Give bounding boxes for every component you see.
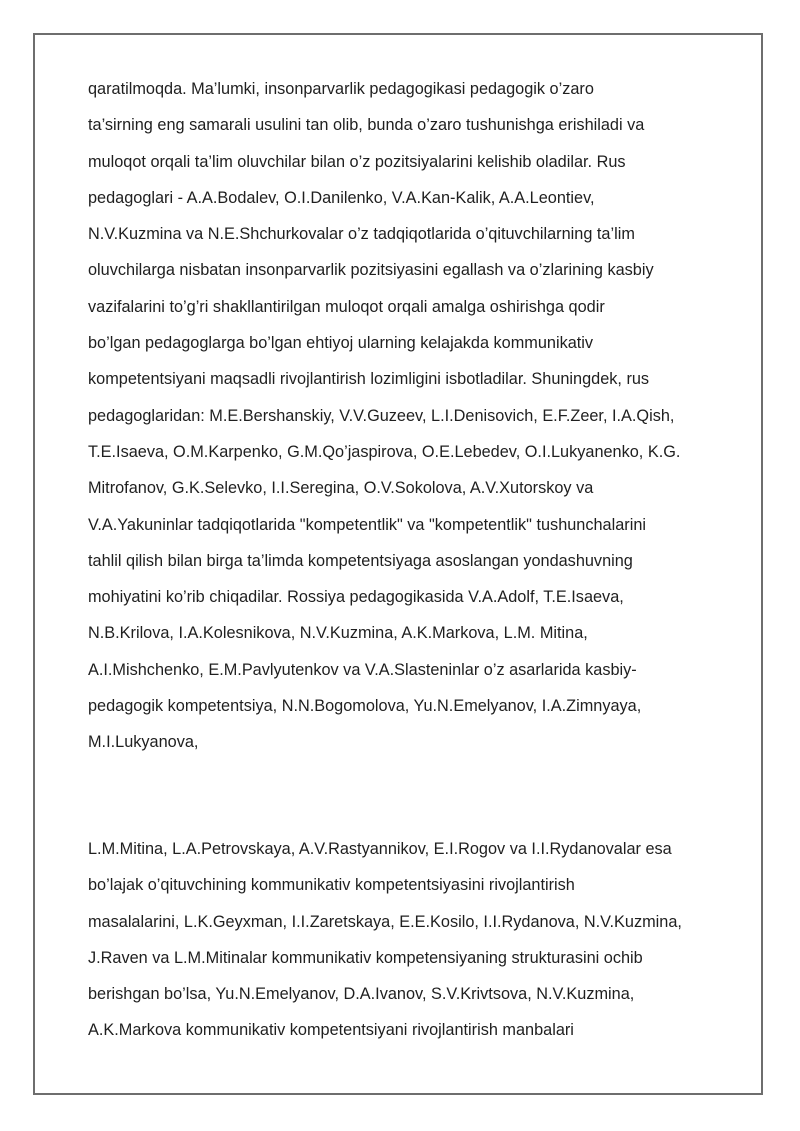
text-line: M.I.Lukyanova, — [88, 733, 199, 752]
text-line: pedagoglaridan: M.E.Bershanskiy, V.V.Guzeev, L.I.Denisovich, E.F.Zeer, I.A.Qish, — [88, 406, 675, 425]
text-line: bo’lgan pedagoglarga bo’lgan ehtiyoj ularning kelajakda kommunikativ — [88, 334, 594, 353]
text-line: kompetentsiyani maqsadli rivojlantirish lozimligini isbotladilar. Shuningdek, rus — [88, 370, 650, 389]
text-line: Mitrofanov, G.K.Selevko, I.I.Seregina, O.V.Sokolova, A.V.Xutorskoy va — [88, 479, 594, 498]
text-line: N.V.Kuzmina va N.E.Shchurkovalar o’z tadqiqotlarida o’qituvchilarning ta’lim — [88, 225, 635, 244]
text-line: ta’sirning eng samarali usulini tan olib, bunda o’zaro tushunishga erishiladi va — [88, 116, 645, 135]
text-line: T.E.Isaeva, O.M.Karpenko, G.M.Qo’jaspirova, O.E.Lebedev, O.I.Lukyanenko, K.G. — [88, 442, 681, 461]
text-line: A.K.Markova kommunikativ kompetentsiyani rivojlantirish manbalari — [88, 1021, 574, 1040]
text-line: qaratilmoqda. Ma’lumki, insonparvarlik pedagogikasi pedagogik o’zaro — [88, 80, 594, 98]
text-line: mohiyatini ko’rib chiqadilar. Rossiya pedagogikasida V.A.Adolf, T.E.Isaeva, — [88, 588, 624, 607]
text-line: L.M.Mitina, L.A.Petrovskaya, A.V.Rastyannikov, E.I.Rogov va I.I.Rydanovalar esa — [88, 840, 672, 858]
body-paragraph-2 — [88, 831, 768, 1049]
text-line: pedagoglari - A.A.Bodalev, O.I.Danilenko, V.A.Kan-Kalik, A.A.Leontiev, — [88, 188, 595, 207]
text-line: masalalarini, L.K.Geyxman, I.I.Zaretskaya, E.E.Kosilo, I.I.Rydanova, N.V.Kuzmina, — [88, 912, 682, 931]
text-line: A.I.Mishchenko, E.M.Pavlyutenkov va V.A.Slasteninlar o’z asarlarida kasbiy- — [88, 660, 637, 679]
text-line: berishgan bo’lsa, Yu.N.Emelyanov, D.A.Ivanov, S.V.Krivtsova, N.V.Kuzmina, — [88, 985, 635, 1004]
text-line: J.Raven va L.M.Mitinalar kommunikativ kompetensiyaning strukturasini ochib — [88, 948, 643, 967]
text-line: pedagogik kompetentsiya, N.N.Bogomolova, Yu.N.Emelyanov, I.A.Zimnyaya, — [88, 697, 642, 716]
body-paragraph-1 — [88, 71, 768, 761]
text-line: V.A.Yakuninlar tadqiqotlarida "kompetentlik" va "kompetentlik" tushunchalarini — [88, 515, 646, 534]
text-line: vazifalarini to’g’ri shakllantirilgan muloqot orqali amalga oshirishga qodir — [88, 297, 605, 316]
text-line: muloqot orqali ta’lim oluvchilar bilan o’z pozitsiyalarini kelishib oladilar. Rus — [88, 152, 626, 171]
text-line: N.B.Krilova, I.A.Kolesnikova, N.V.Kuzmina, A.K.Markova, L.M. Mitina, — [88, 624, 588, 643]
text-line: bo’lajak o’qituvchining kommunikativ kompetentsiyasini rivojlantirish — [88, 876, 575, 895]
text-line: tahlil qilish bilan birga ta’limda kompetentsiyaga asoslangan yondashuvning — [88, 551, 633, 570]
text-line: oluvchilarga nisbatan insonparvarlik pozitsiyasini egallash va o’zlarining kasbiy — [88, 261, 654, 280]
